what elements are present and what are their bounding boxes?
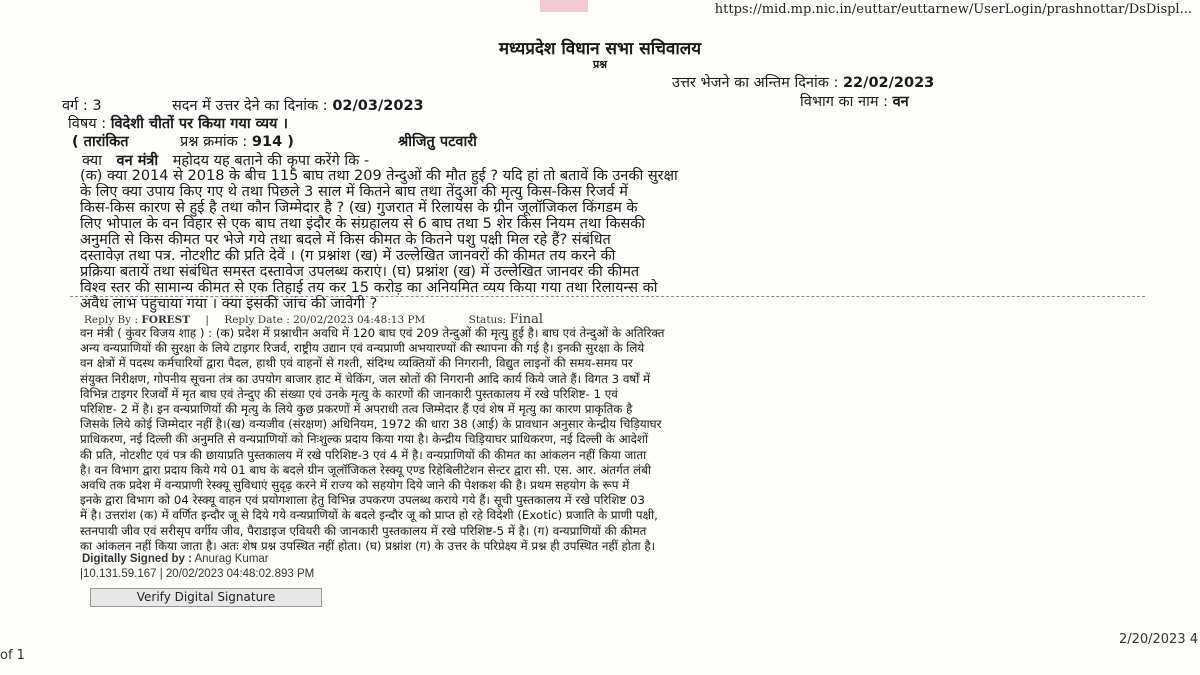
answer-line: विभिन्न टाइगर रिजर्वों में मृत बाघ एवं तेन्दुए की संख्या एवं उनके मृत्यु के कारणों की जानकारी पुस्तकालय में रखे परिशिष्ट- 1 एवं (80, 386, 618, 401)
page-subtitle: प्रश्न (592, 58, 608, 71)
answer-line: वन मंत्री ( कुंवर विजय शाह ) : (क) प्रदेश में प्रश्नाधीन अवधि में 120 बाघ एवं 209 तेन्दुओं की मृत्यु हुई है। बाघ एवं तेन्दुओं के अतिरिक्त (80, 326, 665, 340)
answer-text (80, 326, 1160, 554)
question-line: के लिए क्या उपाय किए गए थे तथा पिछले 3 साल में कितने बाघ तथा तेंदुआ की मृत्यु किस-किस रिजर्व में (80, 184, 628, 200)
signed-by-label: Digitally Signed by : (82, 553, 192, 565)
question-line: अनुमति से किस कीमत पर भेजे गये तथा बदले में किस कीमत के कितने पशु पक्षी मिल रहे हैं? संबंधित (80, 232, 611, 248)
print-date: 2/20/2023 4 (1118, 632, 1198, 647)
question-number (180, 131, 294, 151)
department (800, 91, 909, 111)
subject (68, 113, 288, 133)
question-line: प्रक्रिया बतायें तथा संबंधित समस्त दस्तावेज उपलब्ध कराएं। (घ) प्रश्नांश (ख) में उल्लेखित जानवर की कीमत (80, 264, 640, 280)
member-name: श्रीजितु पटवारी (398, 134, 477, 150)
department-label: विभाग का नाम : (800, 94, 889, 110)
answer-line: वन क्षेत्रों में पदस्थ कर्मचारियों द्वारा पैदल, हाथी एवं वाहनों से गश्ती, संदिग्ध व्यक्तियों की निगरानी, विद्युत लाइनों की समय-समय पर (80, 356, 633, 371)
deadline-label: उत्तर भेजने का अन्तिम दिनांक : (672, 75, 839, 91)
reply-date: 20/02/2023 04:48:13 PM (293, 314, 426, 326)
page-title: मध्यप्रदेश विधान सभा सचिवालय (498, 39, 702, 59)
question-line: लिए भोपाल के वन विहार से एक बाघ तथा इंदौर के संग्रहालय से 6 बाघ तथा 5 शेर किस नियम तथा किसकी (80, 216, 646, 232)
separator: | (205, 314, 209, 326)
question-line: अवैध लाभ पहुंचाया गया । क्या इसकी जांच की जावेगी ? (80, 296, 378, 312)
signature-detail: |10.131.59.167 | 20/02/2023 04:48:02.893 PM (80, 568, 315, 580)
question-number-value: 914 ) (251, 134, 294, 150)
answer-line: इनके द्वारा विभाग को 04 रेस्क्यू वाहन एवं प्रयोगशाला हेतु विभिन्न उपकरण उपलब्ध कराये गये हैं। सूची पुस्तकालय में रखे परिशिष्ट 03 (80, 493, 646, 508)
ask-suffix: महोदय यह बताने की कृपा करेंगे कि - (172, 153, 370, 169)
ask-prefix: क्या (82, 153, 102, 169)
ask-line (82, 150, 369, 170)
verify-signature-button[interactable]: Verify Digital Signature (90, 588, 322, 607)
reply-meta (84, 312, 543, 327)
deadline-value: 22/02/2023 (842, 75, 935, 91)
answer-line: का आंकलन नहीं किया जाता है। अतः शेष प्रश्न उपस्थित नहीं होता। (घ) प्रश्नांश (ग) के उत्तर के परिप्रेक्ष्य में प्रश्न ही उपस्थित नहीं होता है। (80, 538, 656, 553)
answer-line: जिसके लिये कोई जिम्मेदार नहीं है।(ख) वन्यजीव (संरक्षण) अधिनियम, 1972 की धारा 38 (आई) के प्रावधान अनुसार केन्द्रीय चिड़ियाघर (80, 417, 662, 432)
house-date-value: 02/03/2023 (332, 98, 424, 114)
answer-line: प्राधिकरण, नई दिल्ली की अनुमति से वन्यप्राणियों को निःशुल्क प्रदाय किया गया है। केन्द्रीय चिड़ियाघर प्राधिकरण, नई दिल्ली के आदेशों (80, 432, 649, 447)
subject-label: विषय : (68, 116, 107, 132)
question-line: (क) क्या 2014 से 2018 के बीच 115 बाघ तथा 209 तेन्दुओं की मौत हुई ? यदि हां तो बतावें कि उनकी सुरक्षा (80, 168, 678, 184)
deadline (672, 72, 934, 92)
signer-name: Anurag Kumar (194, 553, 269, 565)
answer-line: है। वन विभाग द्वारा प्रदाय किये गये 01 बाघ के बदले ग्रीन जूलॉजिकल रेस्क्यू एण्ड रिहेबिलीटेशन सेन्टर द्वारा सी. एस. आर. अंतर्गत लंबी (80, 462, 651, 477)
question-line: किस-किस कारण से हुई है तथा कौन जिम्मेदार है ? (ख) गुजरात में रिलायंस के ग्रीन जूलॉजिकल किंगडम के (80, 200, 638, 216)
answer-line: अवधि तक प्रदेश में वन्यप्राणी रेस्क्यू सुविधाएं सुदृढ़ करने में राज्य को सहयोग दिये जाने की पेशकश की है। प्रथम सहयोग के रूप में (80, 478, 630, 493)
answer-line: संयुक्त निरीक्षण, गोपनीय सूचना तंत्र का उपयोग बाजार हाट में चेकिंग, जल स्रोतों की निगरानी आदि कार्य किये जाते हैं। विगत 3 वर्षों में (80, 371, 651, 386)
divider (70, 296, 1145, 297)
answer-line: की प्रति, नोटशीट एवं पत्र की छायाप्रति पुस्तकालय में रखे परिशिष्ट-3 एवं 4 में है। वन्यप्राणियों की कीमत का आंकलन नहीं किया जाता (80, 447, 647, 462)
answer-line: अन्य वन्यप्राणियों की सुरक्षा के लिये टाइगर रिजर्व, राष्ट्रीय उद्यान एवं वन्यप्राणी अभयारण्यों की स्थापना की गई है। इनकी सुरक्षा के लिये (80, 341, 645, 356)
reply-date-label: Reply Date : (224, 314, 290, 326)
reply-by: FOREST (141, 314, 191, 326)
answer-line: में है। उत्तरांश (क) में वर्णित इन्दौर जू से दिये गये वन्यप्राणियों के बदले इन्दौर जू को प्राप्त हो रहे विदेशी (Exotic) प्रजाति के प्राणी पक्षी, (80, 508, 658, 523)
question-number-label: प्रश्न क्रमांक : (180, 134, 248, 150)
house-date-label: सदन में उत्तर देने का दिनांक : (172, 98, 328, 114)
status-label: Status: (468, 314, 507, 326)
question-line: दस्तावेज़ तथा पत्र. नोटशीट की प्रति देवें । (ग प्रश्नांश (ख) में उल्लेखित जानवरों की कीमत तय करने की (80, 248, 616, 264)
question-line: विश्व स्तर की सामान्य कीमत से एक तिहाई तय कर 15 करोड़ का अनियमित व्यय किया गया तथा रिलायन्स को (80, 280, 658, 296)
page-count: of 1 (0, 648, 25, 663)
reply-by-label: Reply By : (84, 314, 138, 326)
answer-line: स्तनपायी जीव एवं सरीसृप वर्गीय जीव, पैराडाइज एवियरी की जानकारी पुस्तकालय में रखे परिशिष्ट-5 में है। (ग) वन्यप्राणियों की कीमत (80, 523, 647, 538)
department-value: वन (892, 94, 909, 110)
signed-by (82, 553, 269, 565)
minister: वन मंत्री (116, 153, 159, 169)
house-date (172, 95, 424, 115)
category: वर्ग : 3 (62, 98, 102, 114)
page-url: https://mid.mp.nic.in/euttar/euttarnew/UserLogin/prashnottar/DsDispl... (714, 2, 1192, 17)
answer-line: परिशिष्ट- 2 में है। इन वन्यप्राणियों की मृत्यु के लिये कुछ प्रकरणों में अपराधी तत्व जिम्मेदार हैं एवं शेष में मृत्यु का कारण प्राकृतिक है (80, 402, 633, 417)
subject-value: विदेशी चीतों पर किया गया व्यय । (110, 116, 288, 132)
status-value: Final (509, 312, 544, 327)
highlight-mark (540, 0, 588, 12)
question-text (80, 168, 1130, 312)
question-type: ( तारांकित (72, 134, 129, 150)
